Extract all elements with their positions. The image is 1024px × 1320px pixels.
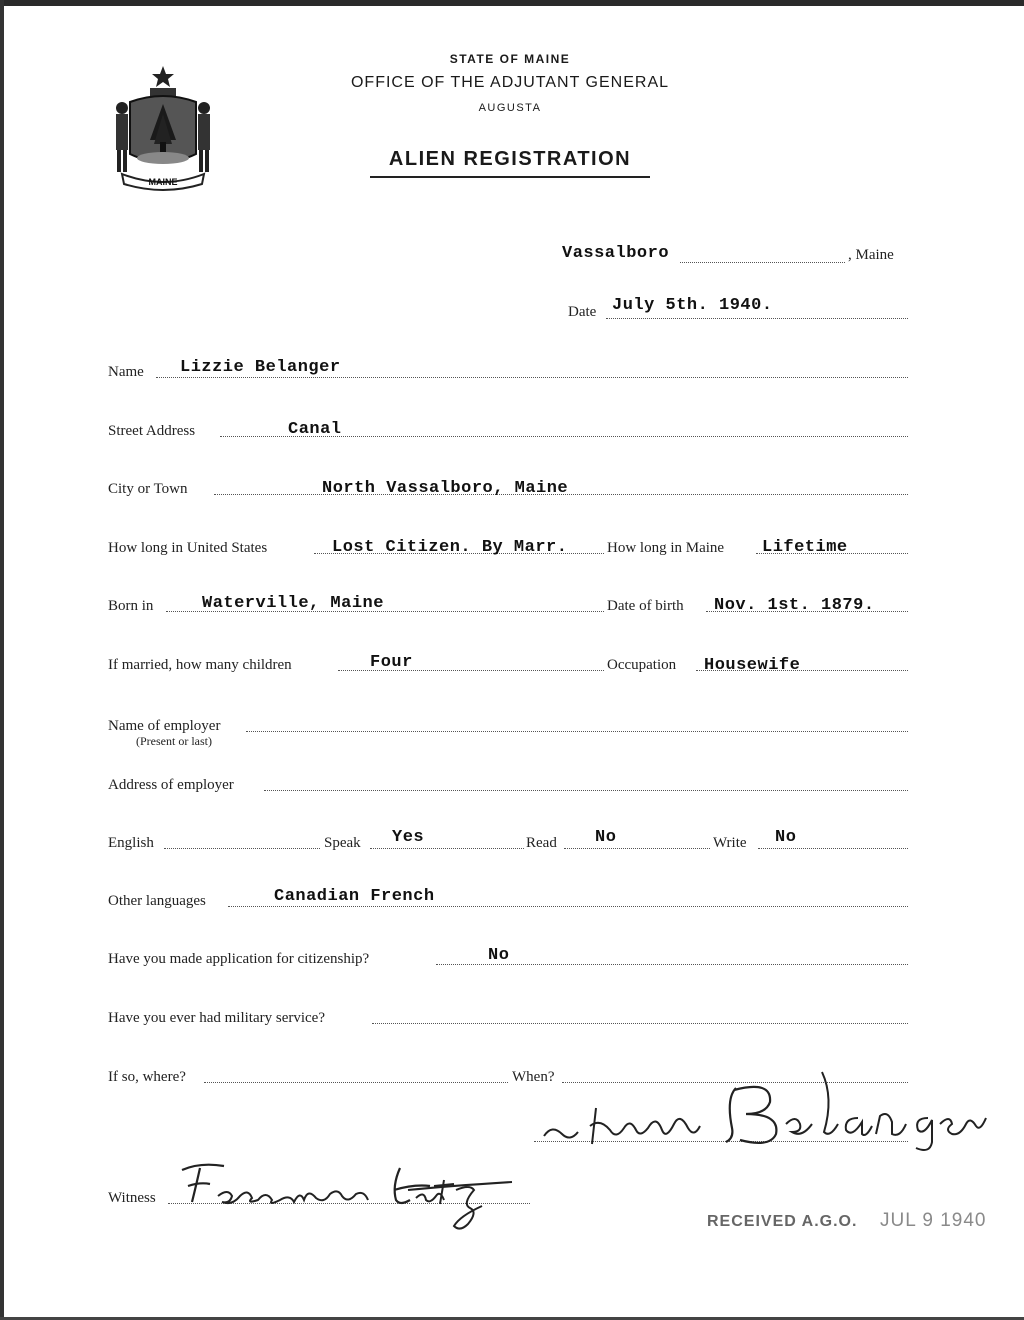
how-long-maine-value: Lifetime	[762, 538, 848, 557]
read-dots	[564, 848, 710, 849]
how-long-us-label: How long in United States	[108, 540, 268, 556]
city-label: City or Town	[108, 481, 188, 497]
town-dots	[680, 262, 845, 263]
english-label: English	[108, 835, 154, 851]
employer-name-dots	[246, 731, 908, 732]
form-title: ALIEN REGISTRATION	[388, 148, 632, 170]
seal-banner-text: MAINE	[148, 177, 178, 187]
children-label: If married, how many children	[108, 657, 292, 673]
speak-value: Yes	[392, 828, 425, 847]
name-dots	[156, 377, 908, 378]
employer-name-label: Name of employer	[108, 718, 221, 734]
received-stamp-prefix: RECEIVED A.G.O.	[707, 1213, 858, 1230]
town-value: Vassalboro	[562, 244, 670, 263]
received-stamp-date: JUL 9 1940	[880, 1210, 987, 1231]
signature-handwriting	[540, 1058, 990, 1154]
how-long-maine-label: How long in Maine	[607, 540, 725, 556]
read-value: No	[595, 828, 617, 847]
born-in-label: Born in	[108, 598, 154, 614]
other-languages-dots	[228, 906, 908, 907]
english-dots	[164, 848, 320, 849]
write-label: Write	[713, 835, 747, 851]
date-label: Date	[568, 304, 597, 320]
occupation-label: Occupation	[607, 657, 677, 673]
other-languages-value: Canadian French	[274, 887, 435, 906]
header-city: AUGUSTA	[478, 102, 542, 114]
children-value: Four	[370, 653, 413, 672]
military-dots	[372, 1023, 908, 1024]
witness-signature-handwriting	[178, 1160, 518, 1236]
state-label: , Maine	[848, 247, 894, 263]
scan-edge-left	[0, 0, 4, 1320]
when-label: When?	[512, 1069, 555, 1085]
military-label: Have you ever had military service?	[108, 1010, 325, 1026]
speak-label: Speak	[324, 835, 361, 851]
name-value: Lizzie Belanger	[180, 358, 341, 377]
street-label: Street Address	[108, 423, 196, 439]
citizenship-label: Have you made application for citizenship?	[108, 951, 370, 967]
employer-name-sublabel: (Present or last)	[136, 734, 212, 748]
state-seal-icon	[108, 62, 218, 192]
header-office: OFFICE OF THE ADJUTANT GENERAL	[350, 74, 670, 91]
occupation-value: Housewife	[704, 656, 801, 675]
name-label: Name	[108, 364, 144, 380]
title-underline	[370, 176, 650, 178]
received-stamp	[707, 1210, 986, 1232]
header-state: STATE OF MAINE	[449, 52, 571, 66]
employer-address-dots	[264, 790, 908, 791]
write-dots	[758, 848, 908, 849]
write-value: No	[775, 828, 797, 847]
citizenship-value: No	[488, 946, 510, 965]
scan-edge-top	[0, 0, 1024, 6]
witness-label: Witness	[108, 1190, 156, 1206]
city-value: North Vassalboro, Maine	[322, 479, 569, 498]
employer-address-label: Address of employer	[108, 777, 234, 793]
speak-dots	[370, 848, 524, 849]
date-value: July 5th. 1940.	[612, 296, 773, 315]
how-long-us-value: Lost Citizen. By Marr.	[332, 538, 568, 557]
where-dots	[204, 1082, 508, 1083]
born-in-value: Waterville, Maine	[202, 594, 384, 613]
other-languages-label: Other languages	[108, 893, 206, 909]
where-label: If so, where?	[108, 1069, 186, 1085]
street-value: Canal	[288, 420, 342, 439]
dob-label: Date of birth	[607, 598, 684, 614]
date-dots	[606, 318, 908, 319]
dob-value: Nov. 1st. 1879.	[714, 596, 875, 615]
read-label: Read	[526, 835, 557, 851]
